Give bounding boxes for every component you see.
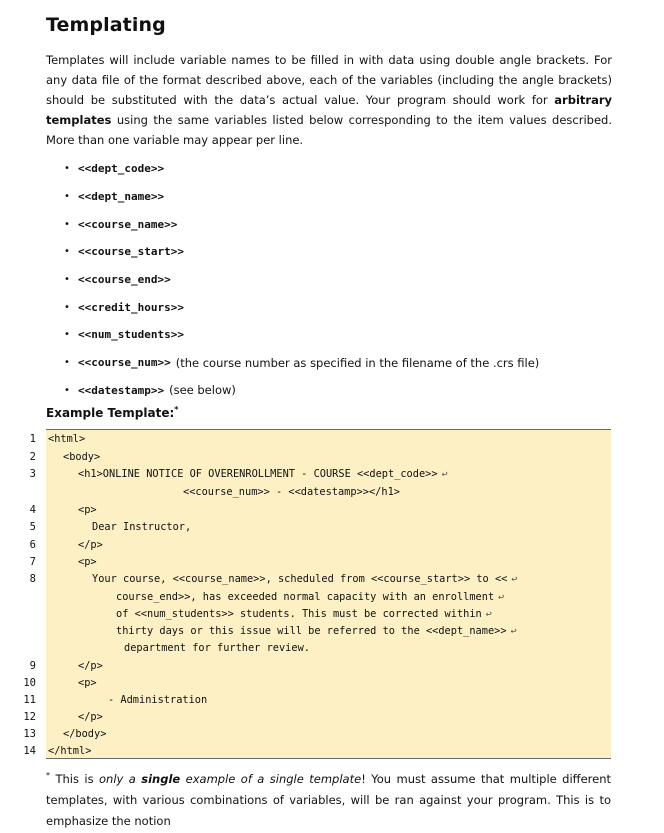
bullet-icon: • bbox=[64, 274, 70, 286]
line-number: 9 bbox=[29, 660, 36, 672]
bullet-icon: • bbox=[64, 246, 70, 258]
code-line: <html> bbox=[48, 433, 86, 445]
variable-item bbox=[64, 266, 539, 294]
example-label-text: Example Template: bbox=[46, 406, 175, 420]
code-line bbox=[78, 468, 448, 480]
code-line: </html> bbox=[48, 745, 92, 757]
code-line: <body> bbox=[63, 451, 101, 463]
variable-code: <<course_end>> bbox=[78, 273, 171, 287]
variable-item bbox=[64, 238, 539, 266]
code-line: </body> bbox=[63, 728, 107, 740]
variable-item bbox=[64, 210, 539, 238]
bullet-icon: • bbox=[64, 191, 70, 203]
line-number: 3 bbox=[29, 468, 36, 480]
footnote bbox=[46, 765, 611, 832]
line-number: 4 bbox=[29, 504, 36, 516]
variable-item bbox=[64, 349, 539, 377]
variable-code: <<course_num>> bbox=[78, 356, 171, 370]
code-text: <h1>ONLINE NOTICE OF OVERENROLLMENT - COURSE <<dept_code>> bbox=[78, 468, 438, 480]
variable-item bbox=[64, 377, 539, 405]
line-number: 1 bbox=[29, 433, 36, 445]
line-number: 8 bbox=[29, 573, 36, 585]
line-wrap-icon: ↩ bbox=[485, 609, 492, 620]
variable-code: <<datestamp>> bbox=[78, 383, 165, 397]
line-number: 7 bbox=[29, 556, 36, 568]
intro-paragraph bbox=[46, 50, 612, 150]
variable-item bbox=[64, 293, 539, 321]
code-line bbox=[116, 591, 504, 603]
line-wrap-icon: ↩ bbox=[441, 469, 448, 480]
code-line: </p> bbox=[78, 660, 103, 672]
line-number: 5 bbox=[29, 521, 36, 533]
code-line: <<course_num>> - <<datestamp>></h1> bbox=[183, 486, 400, 498]
code-line: - Administration bbox=[108, 694, 208, 706]
footnote-italic: example of a single template bbox=[180, 771, 362, 786]
code-text: of <<num_students>> students. This must be corrected within bbox=[116, 608, 482, 620]
intro-text-1: Templates will include variable names to be filled in with data using double angle brackets. For any data file of the format described above, each of the variables (including the angle brackets) should be substituted with the data’s actual value. Your program should work for bbox=[46, 53, 612, 107]
variable-code: <<credit_hours>> bbox=[78, 300, 184, 314]
code-line bbox=[116, 608, 492, 620]
code-text: thirty days or this issue will be referred to the <<dept_name>> bbox=[116, 625, 507, 637]
code-line: </p> bbox=[78, 539, 103, 551]
code-line bbox=[116, 625, 517, 637]
footnote-marker: * bbox=[46, 771, 50, 780]
variable-code: <<dept_name>> bbox=[78, 190, 165, 204]
code-line: <p> bbox=[78, 504, 97, 516]
footnote-marker: * bbox=[174, 405, 179, 414]
line-number: 13 bbox=[23, 728, 36, 740]
footnote-text: ! You must assume that multiple different templates, with various combinations of variables, will be ran against your program. This is to emphasize the notion bbox=[46, 771, 611, 828]
footnote-bold-italic: single bbox=[141, 771, 181, 786]
variable-note: (see below) bbox=[169, 383, 236, 398]
variable-list bbox=[64, 155, 539, 404]
code-line bbox=[92, 573, 517, 585]
example-template-label bbox=[46, 405, 178, 420]
line-number: 10 bbox=[23, 677, 36, 689]
variable-item bbox=[64, 155, 539, 183]
line-number: 14 bbox=[23, 745, 36, 757]
variable-code: <<course_start>> bbox=[78, 245, 184, 259]
line-wrap-icon: ↩ bbox=[511, 574, 518, 585]
bullet-icon: • bbox=[64, 329, 70, 341]
variable-code: <<dept_code>> bbox=[78, 162, 165, 176]
bullet-icon: • bbox=[64, 163, 70, 175]
intro-emphasis: arbitrary templates bbox=[46, 93, 612, 127]
line-number: 12 bbox=[23, 711, 36, 723]
line-wrap-icon: ↩ bbox=[498, 592, 505, 603]
code-text: course_end>>, has exceeded normal capacity with an enrollment bbox=[116, 591, 495, 603]
code-text: Your course, <<course_name>>, scheduled from <<course_start>> to << bbox=[92, 573, 508, 585]
line-number: 2 bbox=[29, 451, 36, 463]
footnote-italic: only a bbox=[99, 771, 142, 786]
variable-item bbox=[64, 183, 539, 211]
code-line: department for further review. bbox=[124, 642, 310, 654]
bullet-icon: • bbox=[64, 301, 70, 313]
section-heading: Templating bbox=[46, 14, 166, 36]
variable-note: (the course number as specified in the filename of the .crs file) bbox=[175, 355, 540, 370]
code-line: </p> bbox=[78, 711, 103, 723]
code-line: <p> bbox=[78, 677, 97, 689]
variable-code: <<num_students>> bbox=[78, 328, 184, 342]
variable-code: <<course_name>> bbox=[78, 217, 178, 231]
variable-item bbox=[64, 321, 539, 349]
bullet-icon: • bbox=[64, 357, 70, 369]
footnote-text: This is bbox=[50, 771, 99, 786]
line-wrap-icon: ↩ bbox=[510, 626, 517, 637]
intro-text-2: using the same variables listed below corresponding to the item values described. More than one variable may appear per line. bbox=[46, 113, 612, 147]
bullet-icon: • bbox=[64, 384, 70, 396]
line-number: 6 bbox=[29, 539, 36, 551]
code-line: Dear Instructor, bbox=[92, 521, 192, 533]
line-number: 11 bbox=[23, 694, 36, 706]
code-line: <p> bbox=[78, 556, 97, 568]
bullet-icon: • bbox=[64, 218, 70, 230]
